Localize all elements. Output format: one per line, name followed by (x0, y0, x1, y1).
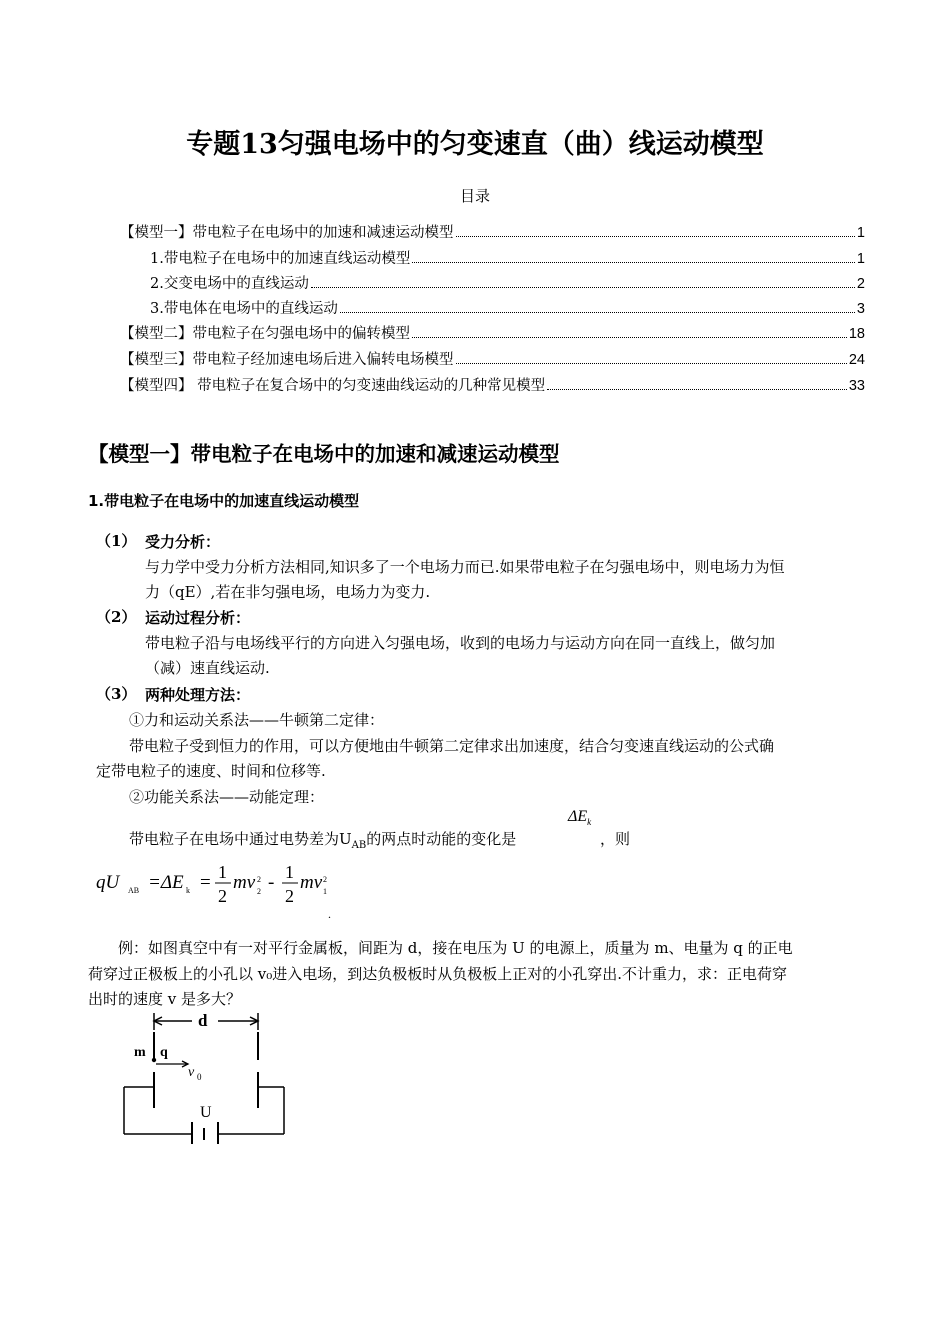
svg-text:0: 0 (197, 1072, 202, 1082)
label-q: q (160, 1045, 168, 1060)
toc-entry-page: 24 (848, 352, 865, 368)
paragraph-line: 带电粒子受到恒力的作用，可以方便地由牛顿第二定律求出加速度，结合匀变速直线运动的公式确 (129, 737, 775, 755)
item-number: （1） (96, 532, 137, 550)
toc-heading: 目录 (459, 187, 490, 205)
item-title: 运动过程分析： (145, 609, 251, 627)
item-title: 受力分析： (145, 533, 221, 551)
label-v0: v (188, 1065, 195, 1080)
toc-dot-leader (412, 261, 855, 263)
toc-entry[interactable] (150, 247, 865, 269)
toc-entry-page: 1 (856, 225, 865, 241)
item-title: 两种处理方法： (145, 686, 251, 704)
svg-text:=: = (200, 872, 211, 893)
paragraph-line: 带电粒子在电场中通过电势差为$U_{AB}$的两点时动能的变化是 (129, 830, 517, 851)
toc-entry-page: 1 (856, 251, 865, 267)
toc-dot-leader (456, 235, 855, 237)
toc-dot-leader (456, 362, 847, 364)
toc-entry-page: 2 (856, 276, 865, 292)
svg-text:1: 1 (285, 862, 294, 882)
method-title: ①力和运动关系法——牛顿第二定律： (129, 711, 385, 729)
document-title: 专题13匀强电场中的匀变速直（曲）线运动模型 (186, 129, 764, 160)
toc-dot-leader (547, 388, 847, 390)
toc-entry-page: 33 (848, 378, 865, 394)
svg-text:2: 2 (218, 886, 227, 906)
energy-formula (90, 858, 350, 924)
example-line: 荷穿过正极板上的小孔以 v₀进入电场，到达负极板时从负极板上正对的小孔穿出.不计重力，求：正电荷穿 (88, 965, 788, 983)
paragraph-line: （减）速直线运动. (145, 659, 270, 677)
delta-ek-symbol: $\Delta E_k$ (568, 808, 592, 828)
toc-entry-label: 2.交变电场中的直线运动 (150, 276, 309, 292)
example-line: 例：如图真空中有一对平行金属板，间距为 d，接在电压为 U 的电源上，质量为 m、电量为 q 的正电 (118, 939, 793, 957)
svg-text:1: 1 (218, 862, 227, 882)
svg-text:2: 2 (285, 886, 294, 906)
subsection-heading: 1.带电粒子在电场中的加速直线运动模型 (88, 492, 360, 510)
label-m: m (134, 1045, 146, 1060)
svg-text:qU: qU (96, 872, 120, 893)
toc-entry-label: 【模型四】 带电粒子在复合场中的匀变速曲线运动的几种常见模型 (120, 378, 546, 394)
label-d: d (198, 1011, 208, 1030)
toc-entry-page: 3 (856, 301, 865, 317)
toc-entry[interactable] (120, 322, 865, 344)
svg-text:2: 2 (257, 875, 261, 884)
toc-entry[interactable] (120, 221, 865, 243)
paragraph-line: 定带电粒子的速度、时间和位移等. (96, 762, 326, 780)
toc-entry-label: 3.带电体在电场中的直线运动 (150, 301, 338, 317)
toc-entry[interactable] (150, 272, 865, 294)
label-U: U (200, 1104, 212, 1121)
svg-text:1: 1 (323, 887, 327, 896)
paragraph-line: 与力学中受力分析方法相同,知识多了一个电场力而已.如果带电粒子在匀强电场中，则电场力为恒 (145, 558, 785, 576)
svg-text:2: 2 (323, 875, 327, 884)
svg-text:.: . (328, 907, 331, 921)
svg-text:-: - (268, 872, 275, 893)
svg-text:=ΔE: =ΔE (148, 872, 184, 893)
toc-dot-leader (311, 286, 855, 288)
item-number: （3） (96, 685, 137, 703)
svg-text:AB: AB (128, 886, 140, 895)
paragraph-line-end: ，则 (600, 830, 631, 848)
toc-entry[interactable] (120, 374, 865, 396)
capacitor-circuit-figure (120, 1010, 300, 1145)
svg-text:mv: mv (300, 872, 323, 893)
toc-entry-label: 1.带电粒子在电场中的加速直线运动模型 (150, 251, 411, 267)
toc-entry[interactable] (120, 348, 865, 370)
svg-text:k: k (186, 886, 190, 895)
paragraph-line: 带电粒子沿与电场线平行的方向进入匀强电场，收到的电场力与运动方向在同一直线上，做匀加 (145, 634, 776, 652)
paragraph-line: 力（qE）,若在非匀强电场，电场力为变力. (145, 583, 431, 601)
toc-dot-leader (340, 311, 855, 313)
svg-text:mv: mv (233, 872, 256, 893)
toc-entry[interactable] (150, 297, 865, 319)
toc-entry-page: 18 (848, 326, 865, 342)
section-heading: 【模型一】带电粒子在电场中的加速和减速运动模型 (88, 442, 560, 466)
svg-text:2: 2 (257, 887, 261, 896)
toc-entry-label: 【模型一】带电粒子在电场中的加速和减速运动模型 (120, 225, 454, 241)
toc-entry-label: 【模型二】带电粒子在匀强电场中的偏转模型 (120, 326, 410, 342)
method-title: ②功能关系法——动能定理： (129, 788, 325, 806)
example-line: 出时的速度 v 是多大？ (88, 990, 242, 1008)
toc-dot-leader (412, 336, 847, 338)
toc-entry-label: 【模型三】带电粒子经加速电场后进入偏转电场模型 (120, 352, 454, 368)
item-number: （2） (96, 608, 137, 626)
